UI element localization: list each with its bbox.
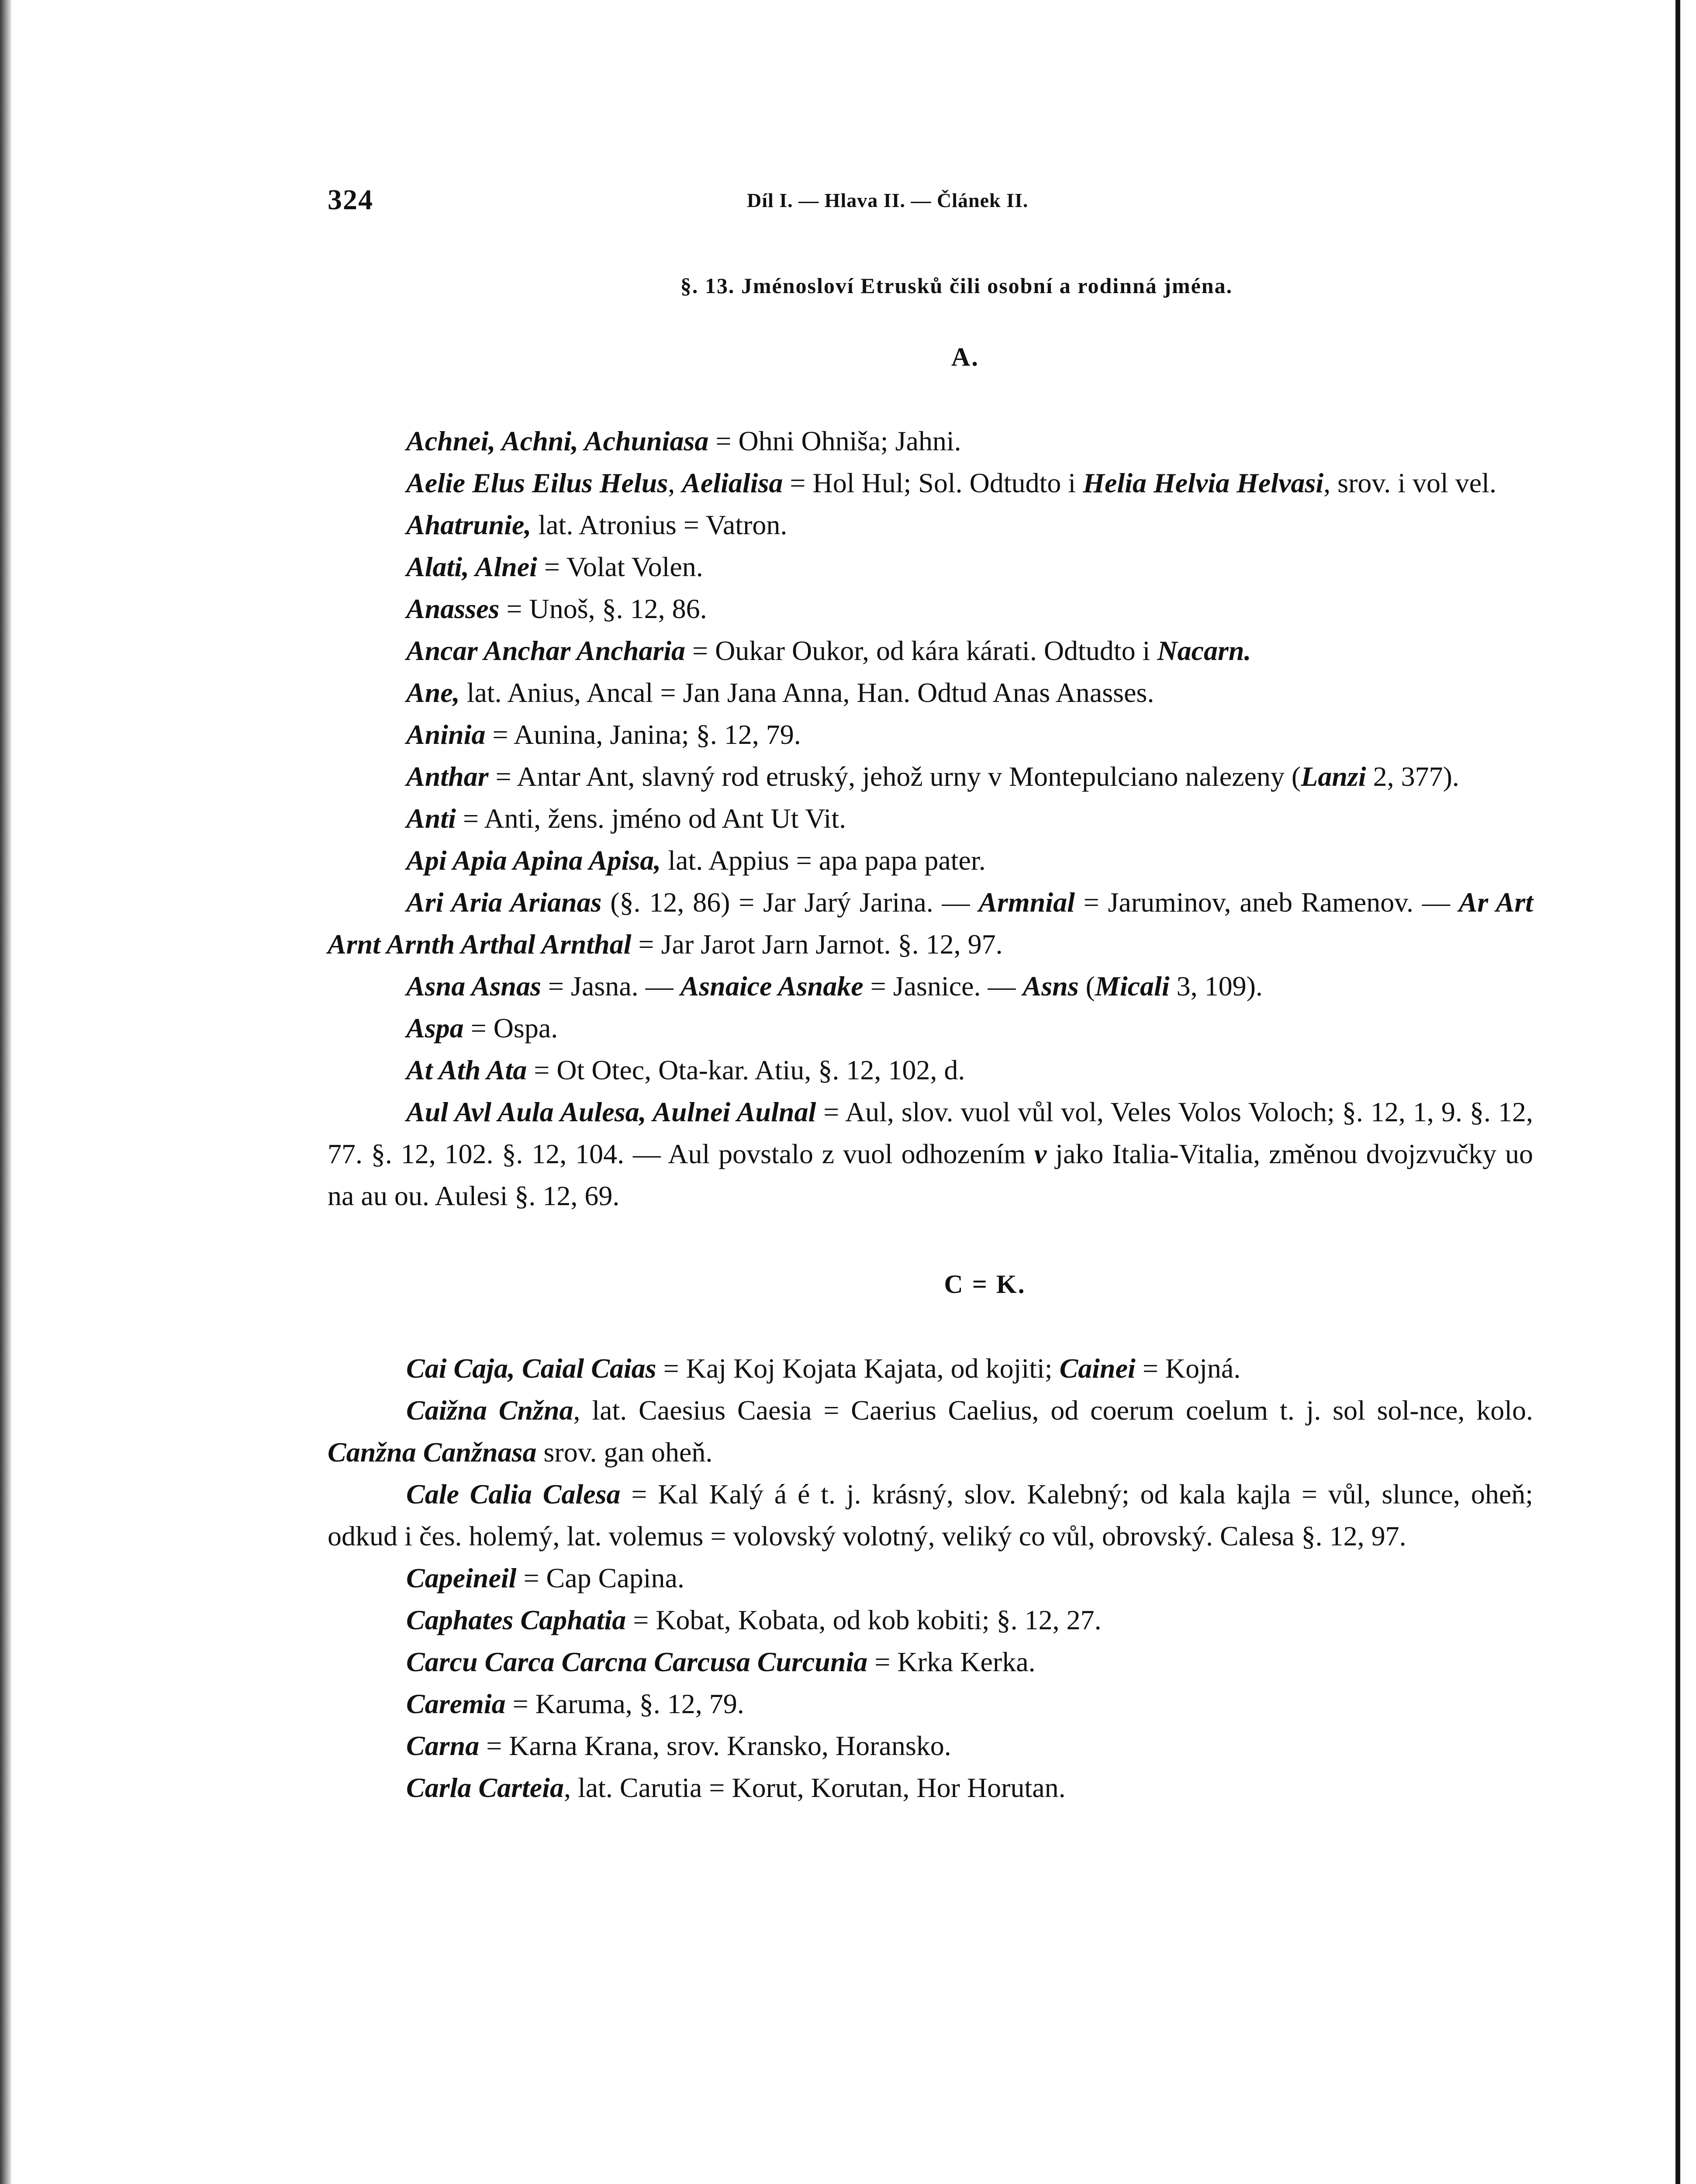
entry-text: = Kal Kalý á é t. j. krásný, slov. Kalebný; od kala kajla = vůl, slunce, oheň; odkud i čes. holemý, lat. volemus = volovský volotný, veliký co vůl, obrovský. Calesa §. 12, 97. — [328, 1479, 1534, 1552]
dictionary-entry — [328, 714, 1533, 756]
entry-text: ( — [1078, 971, 1095, 1002]
entry-text: = Karna Krana, srov. Kransko, Horansko. — [479, 1730, 951, 1761]
dictionary-entry — [328, 1557, 1533, 1599]
entry-text: (§. 12, 86) = Jar Jarý Jarina. — — [601, 887, 979, 918]
entry-term: Aul Avl Aula Aulesa, Aulnei Aulnal — [406, 1096, 816, 1127]
entry-text: , lat. Caesius Caesia = Caerius Caelius, od coerum coelum t. j. sol sol-nce, kolo. — [573, 1395, 1534, 1426]
entry-text: = Jasnice. — — [863, 971, 1023, 1002]
entry-text: , lat. Carutia = Korut, Korutan, Hor Horutan. — [563, 1772, 1066, 1803]
entry-text: srov. gan oheň. — [536, 1437, 713, 1468]
page-number: 324 — [328, 184, 373, 216]
entry-term: Aninia — [406, 719, 486, 750]
entry-term: Armnial — [978, 887, 1075, 918]
dictionary-entry — [328, 462, 1533, 504]
entry-text: = Ohni Ohniša; Jahni. — [708, 425, 961, 456]
entry-text: = Jasna. — — [541, 971, 680, 1002]
entry-text: = Aunina, Janina; §. 12, 79. — [485, 719, 801, 750]
entry-term: Canžna Canžnasa — [328, 1437, 537, 1468]
entry-text: lat. Atronius = Vatron. — [531, 509, 788, 540]
entry-term: Alati, Alnei — [406, 551, 537, 582]
entry-text: = Kojná. — [1135, 1353, 1241, 1384]
running-title: Díl I. — Hlava II. — Článek II. — [747, 189, 1029, 211]
page-body — [328, 175, 1533, 1809]
entry-term: Carcu Carca Carcna Carcusa Curcunia — [406, 1646, 868, 1677]
dictionary-entry — [328, 965, 1533, 1007]
entry-term: Anasses — [406, 593, 500, 624]
dictionary-entry — [328, 1641, 1533, 1683]
entry-term: Cai Caja, Caial Caias — [406, 1353, 656, 1384]
entry-text: lat. Appius = apa papa pater. — [661, 845, 986, 876]
entry-term: Asna Asnas — [406, 971, 541, 1002]
entry-term: Asns — [1022, 971, 1079, 1002]
entry-term: Carna — [406, 1730, 480, 1761]
entry-text: = Krka Kerka. — [867, 1646, 1036, 1677]
entry-term: Caižna Cnžna — [406, 1395, 573, 1426]
entry-term: Ari Aria Arianas — [406, 887, 602, 918]
scan-left-edge — [0, 0, 11, 2184]
entry-term: Caphates Caphatia — [406, 1604, 626, 1635]
dictionary-entry — [328, 630, 1533, 672]
dictionary-entry — [328, 1348, 1533, 1389]
dictionary-entry — [328, 546, 1533, 588]
entry-text: = Unoš, §. 12, 86. — [499, 593, 707, 624]
dictionary-entry — [328, 588, 1533, 630]
entry-term: Ar Art Arnt Arnth Arthal Arnthal — [328, 887, 1534, 960]
entry-term: Ane, — [406, 677, 460, 708]
content — [328, 342, 1533, 1809]
entry-term: Anti — [406, 803, 456, 834]
entry-text: 3, 109). — [1169, 971, 1263, 1002]
entry-term: Nacarn. — [1157, 635, 1251, 666]
entry-term: Anthar — [406, 761, 489, 792]
entry-text: = Kaj Koj Kojata Kajata, od kojiti; — [656, 1353, 1060, 1384]
entry-term: Ancar Anchar Ancharia — [406, 635, 685, 666]
entry-term: Carla Carteia — [406, 1772, 564, 1803]
dictionary-entry — [328, 840, 1533, 881]
entry-term: Capeineil — [406, 1562, 517, 1593]
entry-text: = Antar Ant, slavný rod etruský, jehož urny v Montepulciano nalezeny ( — [488, 761, 1301, 792]
entry-term: Cainei — [1059, 1353, 1136, 1384]
dictionary-entry — [328, 1683, 1533, 1725]
dictionary-entry — [328, 1599, 1533, 1641]
entry-text: = Cap Capina. — [516, 1562, 684, 1593]
dictionary-entry — [328, 881, 1533, 965]
dictionary-entry — [328, 1725, 1533, 1767]
entry-text: = Aul, slov. vuol vůl vol, Veles Volos Voloch; §. 12, 1, 9. §. 12, 77. §. 12, 102. §. 12, 104. — Aul povstalo z vuol odhozením — [328, 1096, 1534, 1169]
entry-text: lat. Anius, Ancal = Jan Jana Anna, Han. Odtud Anas Anasses. — [459, 677, 1154, 708]
entry-text: = Oukar Oukor, od kára kárati. Odtudto i — [685, 635, 1157, 666]
entry-text: = Ot Otec, Ota-kar. Atiu, §. 12, 102, d. — [527, 1054, 965, 1085]
entry-term: Aelialisa — [682, 467, 783, 498]
entry-term: Api Apia Apina Apisa, — [406, 845, 661, 876]
entry-text: = Hol Hul; Sol. Odtudto i — [783, 467, 1083, 498]
dictionary-entry — [328, 1049, 1533, 1091]
entry-term: Asnaice Asnake — [680, 971, 864, 1002]
entry-term: Caremia — [406, 1688, 506, 1719]
entry-term: v — [1034, 1138, 1047, 1169]
entry-text: = Volat Volen. — [537, 551, 703, 582]
letter-heading: A. — [951, 342, 980, 371]
entry-text: = Jaruminov, aneb Ramenov. — — [1074, 887, 1459, 918]
entry-text: jako Italia-Vitalia, změnou dvojzvučky uo na au ou. Aulesi §. 12, 69. — [328, 1138, 1534, 1211]
entry-text: = Ospa. — [463, 1013, 558, 1044]
entry-term: Helia Helvia Helvasi — [1083, 467, 1324, 498]
dictionary-entry — [328, 504, 1533, 546]
dictionary-entry — [328, 672, 1533, 714]
entry-term: At Ath Ata — [406, 1054, 527, 1085]
entry-term: Cale Calia Calesa — [406, 1479, 621, 1510]
dictionary-entry — [328, 798, 1533, 840]
entry-term: Achnei, Achni, Achuniasa — [406, 425, 709, 456]
entry-term: Aspa — [406, 1013, 464, 1044]
dictionary-entry — [328, 1091, 1533, 1217]
dictionary-entry — [328, 1473, 1533, 1557]
letter-heading: C = K. — [944, 1270, 1026, 1299]
dictionary-entry — [328, 1389, 1533, 1473]
entry-term: Aelie Elus Eilus Helus — [406, 467, 668, 498]
scan-right-border — [1675, 0, 1680, 2184]
dictionary-entry — [328, 420, 1533, 462]
entry-text: 2, 377). — [1366, 761, 1459, 792]
entry-term: Lanzi — [1301, 761, 1366, 792]
dictionary-entry — [328, 756, 1533, 798]
entry-term: Micali — [1095, 971, 1170, 1002]
running-head — [328, 175, 1533, 227]
entry-text: = Anti, žens. jméno od Ant Ut Vit. — [456, 803, 846, 834]
entry-text: = Jar Jarot Jarn Jarnot. §. 12, 97. — [631, 929, 1003, 960]
entry-text: , srov. i vol vel. — [1323, 467, 1496, 498]
dictionary-entry — [328, 1007, 1533, 1049]
entry-term: Ahatrunie, — [406, 509, 532, 540]
entry-text: , — [668, 467, 682, 498]
dictionary-entry — [328, 1767, 1533, 1809]
entry-text: = Karuma, §. 12, 79. — [505, 1688, 744, 1719]
section-title: §. 13. Jménosloví Etrusků čili osobní a rodinná jména. — [680, 273, 1233, 298]
entry-text: = Kobat, Kobata, od kob kobiti; §. 12, 27. — [626, 1604, 1102, 1635]
